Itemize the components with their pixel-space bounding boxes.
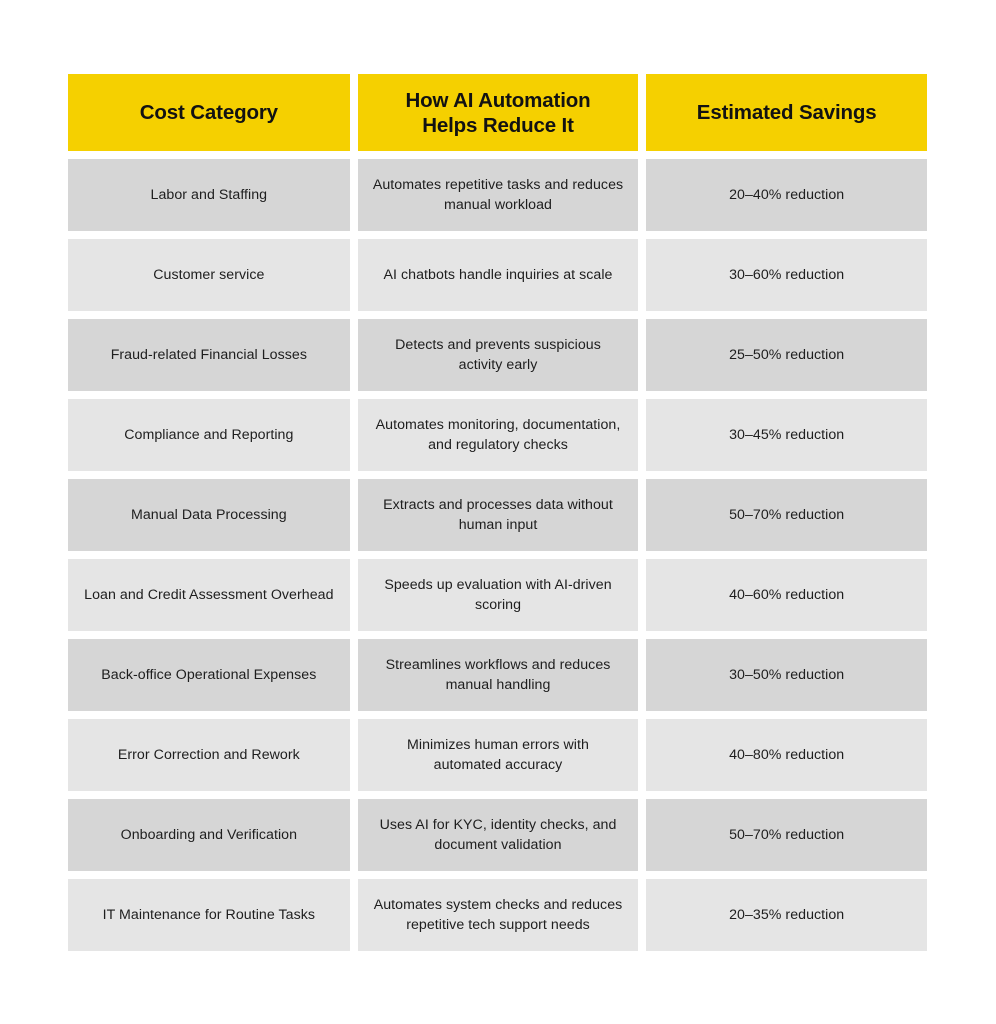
cell-cost-category [68,799,350,871]
cell-label: Fraud-related Financial Losses [110,346,307,363]
cell-label: 25–50% reduction [729,346,845,363]
table-row [68,879,927,951]
cell-label: Automates monitoring, documentation, and regulatory checks [375,416,621,453]
column-gap [638,879,646,951]
column-gap [638,639,646,711]
table-body [68,159,927,951]
cost-savings-table [68,74,927,951]
cell-label: Customer service [153,266,265,283]
column-gap [638,559,646,631]
column-gap [350,479,358,551]
cell-estimated-savings [646,239,927,311]
cell-cost-category [68,159,350,231]
table-row [68,719,927,791]
column-header-cost-category [68,74,350,151]
cell-label: 20–35% reduction [729,906,845,923]
column-gap [350,799,358,871]
cell-estimated-savings [646,319,927,391]
cell-label: 30–45% reduction [729,426,845,443]
table-row [68,559,927,631]
table-row [68,399,927,471]
cell-cost-category [68,719,350,791]
column-header-label: How AI Automation Helps Reduce It [405,88,591,137]
cell-label: 50–70% reduction [729,826,845,843]
cell-cost-category [68,479,350,551]
cell-how-ai-helps [358,639,639,711]
column-gap [350,239,358,311]
cell-label: Detects and prevents suspicious activity early [395,336,601,373]
column-gap [638,159,646,231]
cell-label: Speeds up evaluation with AI-driven scoring [384,576,612,613]
column-gap [350,559,358,631]
column-gap [638,719,646,791]
cell-estimated-savings [646,479,927,551]
cell-how-ai-helps [358,719,639,791]
cell-how-ai-helps [358,159,639,231]
cell-label: 30–50% reduction [729,666,845,683]
column-header-how-ai-helps [358,74,639,151]
cell-label: Compliance and Reporting [124,426,294,443]
column-gap [638,74,646,151]
table-row [68,799,927,871]
cell-label: Streamlines workflows and reduces manual handling [385,656,611,693]
cell-how-ai-helps [358,319,639,391]
cell-estimated-savings [646,399,927,471]
cell-label: Loan and Credit Assessment Overhead [84,586,334,603]
column-gap [638,399,646,471]
cell-how-ai-helps [358,239,639,311]
cell-estimated-savings [646,639,927,711]
cell-cost-category [68,239,350,311]
cell-how-ai-helps [358,559,639,631]
cell-label: Minimizes human errors with automated accuracy [407,736,589,773]
table-header-row [68,74,927,151]
column-gap [350,879,358,951]
cell-cost-category [68,319,350,391]
table-row [68,479,927,551]
column-header-label: Estimated Savings [696,101,877,124]
column-gap [350,74,358,151]
cell-how-ai-helps [358,799,639,871]
column-header-estimated-savings [646,74,927,151]
cell-estimated-savings [646,719,927,791]
column-gap [350,719,358,791]
cell-label: Onboarding and Verification [120,826,298,843]
cell-label: 40–60% reduction [729,586,845,603]
column-gap [638,799,646,871]
column-gap [350,319,358,391]
cell-how-ai-helps [358,399,639,471]
table-row [68,239,927,311]
table-row [68,319,927,391]
cell-cost-category [68,639,350,711]
column-gap [350,639,358,711]
cell-label: 20–40% reduction [729,186,845,203]
table-row [68,639,927,711]
column-header-label: Cost Category [139,101,278,124]
cell-cost-category [68,879,350,951]
column-gap [638,239,646,311]
cell-label: Automates repetitive tasks and reduces manual workload [372,176,624,213]
cell-label: Error Correction and Rework [117,746,300,763]
cell-label: Manual Data Processing [131,506,287,523]
column-gap [638,319,646,391]
cell-label: 50–70% reduction [729,506,845,523]
cell-how-ai-helps [358,479,639,551]
cell-cost-category [68,399,350,471]
cell-label: 30–60% reduction [729,266,845,283]
column-gap [350,399,358,471]
cell-label: Extracts and processes data without human input [383,496,613,533]
cell-estimated-savings [646,159,927,231]
cell-how-ai-helps [358,879,639,951]
cell-label: IT Maintenance for Routine Tasks [102,906,316,923]
cell-label: Labor and Staffing [150,186,268,203]
cell-estimated-savings [646,879,927,951]
cell-label: Uses AI for KYC, identity checks, and document validation [379,816,617,853]
cell-label: Back-office Operational Expenses [101,666,317,683]
column-gap [638,479,646,551]
cell-label: AI chatbots handle inquiries at scale [383,266,613,283]
cell-estimated-savings [646,799,927,871]
table-row [68,159,927,231]
cell-label: Automates system checks and reduces repetitive tech support needs [373,896,623,933]
cell-cost-category [68,559,350,631]
column-gap [350,159,358,231]
cell-label: 40–80% reduction [729,746,845,763]
cell-estimated-savings [646,559,927,631]
